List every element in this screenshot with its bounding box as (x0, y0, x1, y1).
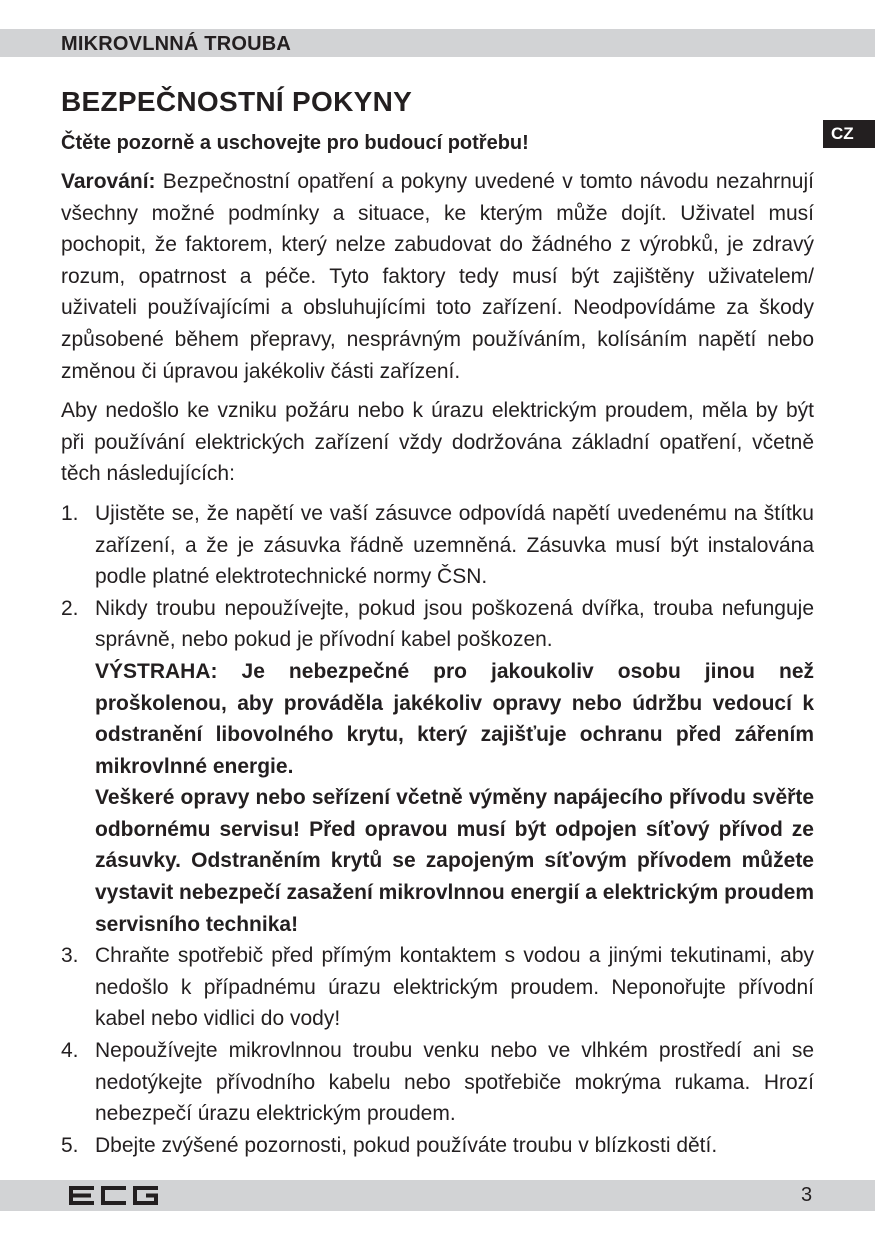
list-item (61, 1130, 814, 1162)
list-item (61, 1035, 814, 1130)
intro-paragraph: Aby nedošlo ke vzniku požáru nebo k úrazu elektrickým proudem, měla by být při používání elektrických zařízení vždy dodržována základní opatření, včetně těch následujících: (61, 399, 814, 486)
list-item (61, 940, 814, 1035)
list-item (61, 593, 814, 941)
header-bar (0, 29, 875, 57)
section-title: MIKROVLNNÁ TROUBA (61, 33, 292, 55)
list-number: 3. (61, 944, 79, 968)
warning-text-radiation: VÝSTRAHA: Je nebezpečné pro jakoukoliv osobu jinou než proškolenou, aby prováděla jakékoliv opravy nebo údržbu vedoucí k odstranění libovolného krytu, který zajišťuje ochranu před zářením mikrovlnné energie. (95, 659, 814, 778)
page-number: 3 (801, 1184, 813, 1206)
list-text: Chraňte spotřebič před přímým kontaktem s vodou a jinými tekutinami, aby nedošlo k případnému úrazu elektrickým proudem. Neponořujte přívodní kabel nebo vidlici do vody! (95, 944, 814, 1031)
list-number: 2. (61, 596, 79, 620)
list-number: 4. (61, 1039, 79, 1063)
list-number: 1. (61, 501, 79, 525)
list-number: 5. (61, 1133, 79, 1157)
page-title: BEZPEČNOSTNÍ POKYNY (61, 86, 413, 117)
warning-label: Varování: (61, 170, 156, 193)
content-body (61, 166, 814, 1161)
warning-text-service: Veškeré opravy nebo seřízení včetně výměny napájecího přívodu svěřte odbornému servisu! Před opravou musí být odpojen síťový přívod ze zásuvky. Odstraněním krytů se zapojeným síťovým přívodem můžete vystavit nebezpečí zasažení mikrovlnnou energií a elektrickým proudem servisního technika! (95, 786, 814, 936)
page-subtitle: Čtěte pozorně a uschovejte pro budoucí potřebu! (61, 132, 529, 154)
intro-warning-paragraph (61, 166, 814, 387)
safety-list (61, 498, 814, 1161)
list-item (61, 498, 814, 593)
language-tab: CZ (823, 120, 875, 148)
warning-text: Bezpečnostní opatření a pokyny uvedené v tomto návodu nezahrnují všechny možné podmínky a situace, ke kterým může dojít. Uživatel musí pochopit, že faktorem, který nelze zabudovat do žádného z výrobků, je zdravý rozum, opatrnost a péče. Tyto faktory tedy musí být zajištěny uživatelem/ uživateli používajícími a obsluhujícími toto zařízení. Neodpovídáme za škody způsobené během přepravy, nesprávným používáním, kolísáním napětí nebo změnou či úpravou jakékoliv části zařízení. (61, 170, 814, 383)
list-text: Dbejte zvýšené pozornosti, pokud používáte troubu v blízkosti dětí. (95, 1133, 718, 1157)
list-text: Nikdy troubu nepoužívejte, pokud jsou poškozená dvířka, trouba nefunguje správně, nebo pokud je přívodní kabel poškozen. (95, 596, 814, 652)
list-text: Nepoužívejte mikrovlnnou troubu venku nebo ve vlhkém prostředí ani se nedotýkejte přívodního kabelu nebo spotřebiče mokrýma rukama. Hrozí nebezpečí úrazu elektrickým proudem. (95, 1039, 814, 1126)
list-text: Ujistěte se, že napětí ve vaší zásuvce odpovídá napětí uvedenému na štítku zařízení, a že je zásuvka řádně uzemněná. Zásuvka musí být instalována podle platné elektrotechnické normy ČSN. (95, 501, 814, 589)
footer-bar (0, 1180, 875, 1211)
ecg-logo (69, 1186, 159, 1205)
